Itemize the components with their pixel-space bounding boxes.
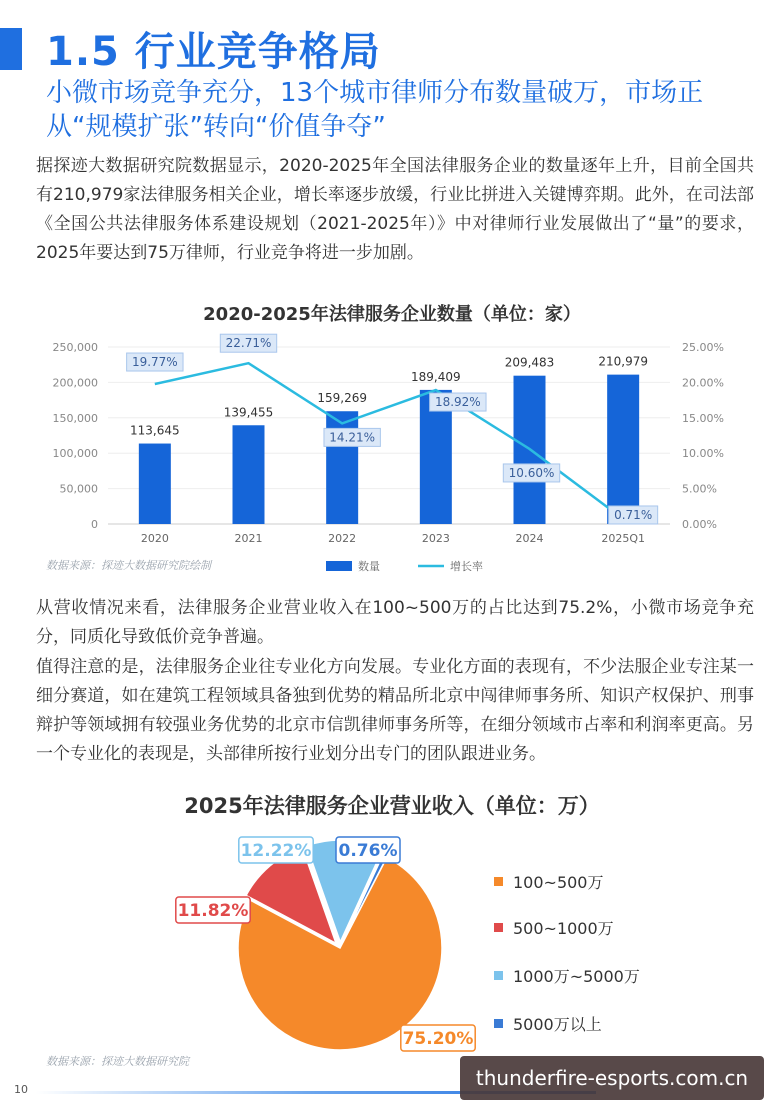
legend-swatch [494, 923, 503, 932]
pie-value-label: 0.76% [338, 841, 398, 861]
title-accent-bar [0, 28, 22, 70]
y2-tick-label: 25.00% [682, 341, 724, 354]
pie-legend-item [494, 916, 614, 938]
page-number: 10 [14, 1083, 28, 1096]
legend-label: 5000万以上 [513, 1014, 602, 1034]
bar-value-label: 189,409 [411, 369, 461, 384]
x-tick-label: 2024 [515, 532, 544, 545]
legend-bar-swatch [326, 561, 352, 571]
section-subtitle: 小微市场竞争充分，13个城市律师分布数量破万，市场正从“规模扩张”转向“价值争夺” [46, 78, 704, 142]
x-tick-label: 2020 [140, 532, 169, 545]
bar-chart-title: 2020-2025年法律服务企业数量（单位：家） [203, 304, 581, 325]
line-value-label: 22.71% [225, 336, 272, 351]
pie-legend-item [494, 870, 604, 892]
y-tick-label: 200,000 [52, 376, 98, 390]
x-tick-label: 2021 [234, 532, 263, 545]
line-value-label: 18.92% [434, 395, 481, 410]
pie-chart [0, 830, 480, 1060]
legend-swatch [494, 877, 503, 886]
y2-tick-label: 0.00% [682, 518, 717, 531]
line-value-label: 19.77% [131, 355, 178, 370]
y2-tick-label: 10.00% [682, 447, 724, 461]
x-tick-label: 2025Q1 [601, 532, 645, 545]
y2-tick-label: 5.00% [682, 482, 717, 496]
pie-chart-title: 2025年法律服务企业营业收入（单位：万） [184, 794, 600, 818]
bar-value-label: 139,455 [223, 405, 274, 420]
bar-value-label: 113,645 [130, 423, 180, 438]
legend-line-label: 增长率 [450, 560, 483, 573]
legend-label: 1000万~5000万 [513, 966, 640, 986]
pie-value-label: 11.82% [177, 901, 249, 921]
legend-bar-label: 数量 [358, 560, 380, 573]
pie-legend-item [494, 1012, 602, 1034]
pie-value-label: 75.20% [402, 1029, 474, 1049]
y2-tick-label: 20.00% [682, 376, 724, 390]
legend-label: 100~500万 [513, 872, 604, 892]
bar [233, 425, 265, 524]
x-tick-label: 2022 [328, 532, 357, 545]
bar [607, 375, 639, 524]
legend-swatch [494, 971, 503, 980]
bar-value-label: 210,979 [598, 354, 648, 369]
y-tick-label: 100,000 [52, 447, 98, 461]
y-tick-label: 0 [91, 518, 98, 531]
y-tick-label: 150,000 [52, 411, 98, 425]
pie-value-label: 12.22% [240, 841, 312, 861]
y-tick-label: 250,000 [52, 341, 98, 354]
line-value-label: 14.21% [329, 430, 376, 445]
legend-label: 500~1000万 [513, 918, 614, 938]
chart-source-note: 数据来源：探迹大数据研究院绘制 [46, 559, 211, 572]
line-value-label: 10.60% [508, 465, 555, 480]
growth-line [155, 363, 623, 519]
bar [139, 444, 171, 524]
paragraph-revenue: 从营收情况来看，法律服务企业营业收入在100~500万的占比达到75.2%，小微市场竞争充分，同质化导致低价竞争普遍。 [36, 598, 754, 647]
pie-legend-item [494, 964, 640, 986]
y2-tick-label: 15.00% [682, 411, 724, 425]
bar-line-chart [0, 330, 784, 590]
bar-value-label: 209,483 [504, 355, 555, 370]
paragraph-specialization: 值得注意的是，法律服务企业往专业化方向发展。专业化方面的表现有，不少法服企业专注某一细分赛道，如在建筑工程领域具备独到优势的精品所北京中闯律师事务所、知识产权保护、刑事辩护等领域拥有较强业务优势的北京市信凯律师事务所等，在细分领域市占率和利润率更高。另一个专业化的表现是，头部律所按行业划分出专门的团队跟进业务。 [36, 657, 754, 764]
chart-source-note: 数据来源：探迹大数据研究院 [46, 1055, 189, 1068]
paragraph-intro: 据探迹大数据研究院数据显示，2020-2025年全国法律服务企业的数量逐年上升，目前全国共有210,979家法律服务相关企业，增长率逐步放缓，行业比拼进入关键博弈期。此外，在司法部《全国公共法律服务体系建设规划（2021-2025年）》中对律师行业发展做出了“量”的要求，2025年要达到75万律师，行业竞争将进一步加剧。 [36, 156, 754, 263]
y-tick-label: 50,000 [59, 482, 98, 496]
legend-swatch [494, 1019, 503, 1028]
section-title: 1.5 行业竞争格局 [46, 29, 381, 75]
x-tick-label: 2023 [421, 532, 450, 545]
line-value-label: 0.71% [614, 507, 653, 522]
bar-value-label: 159,269 [317, 391, 367, 406]
site-watermark[interactable]: thunderfire-esports.com.cn [460, 1056, 764, 1100]
